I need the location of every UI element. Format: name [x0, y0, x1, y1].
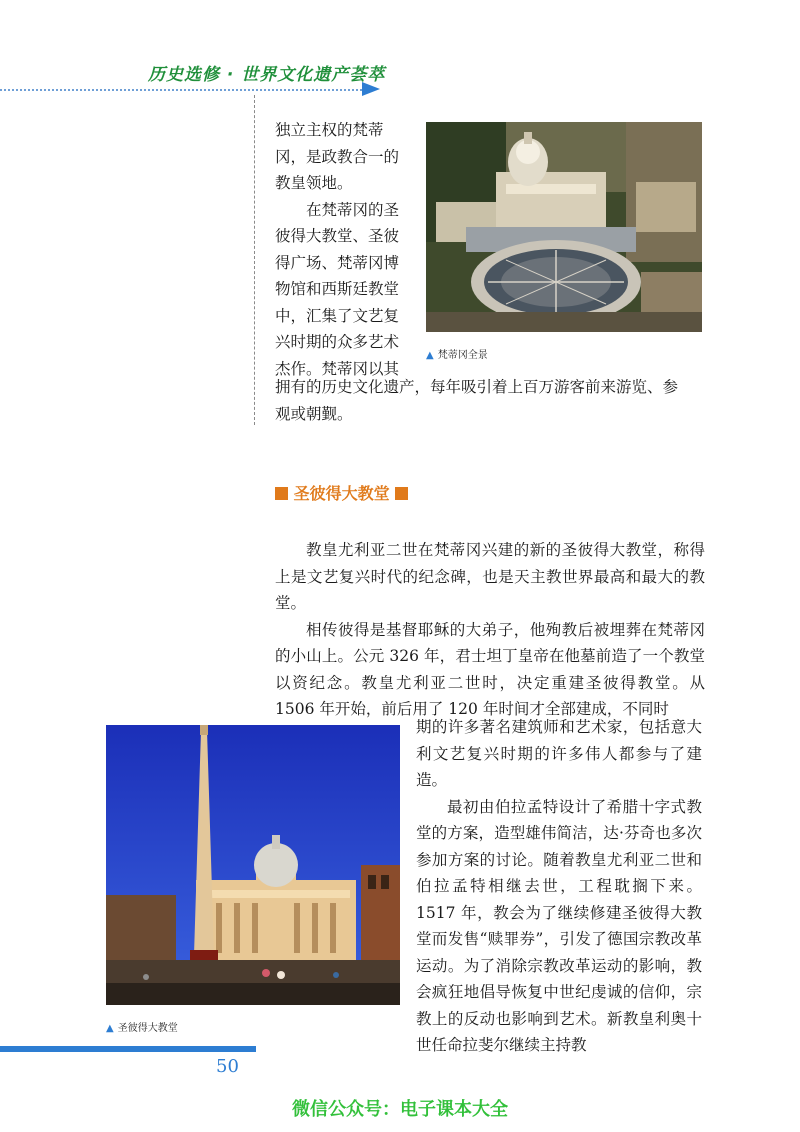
- basilica-illustration: [106, 725, 400, 1005]
- basilica-photo-caption: ▲ 圣彼得大教堂: [106, 1023, 178, 1034]
- intro-column: [275, 117, 410, 382]
- vatican-photo-caption: ▲ 梵蒂冈全景: [426, 350, 488, 361]
- heading-square-icon: [275, 487, 288, 500]
- section-heading: [275, 481, 408, 504]
- vatican-aerial-photo: [426, 122, 702, 332]
- intro-paragraph-2-continued: 拥有的历史文化遗产，每年吸引着上百万游客前来游览、参 观或朝觐。: [275, 378, 679, 423]
- caption-triangle-icon: ▲: [106, 1023, 114, 1034]
- page-number: 50: [216, 1056, 239, 1077]
- section-paragraph-3: 最初由伯拉孟特设计了希腊十字式教堂的方案，造型雄伟简洁，达·芬奇也多次参加方案的讨论。随着教皇尤利亚二世和伯拉孟特相继去世，工程耽搁下来。1517 年，教会为了继续修建圣彼得大教堂而发售“赎罪券”，引发了德国宗教改革运动。为了消除宗教改革运动的影响，教会疯狂地倡导恢复中世纪虔诚的信仰，宗教上的反动也影响到艺术。新教皇利奥十世任命拉斐尔继续主持教: [416, 797, 702, 1054]
- series-title: 历史选修 · 世界文化遗产荟萃: [148, 65, 386, 85]
- header-arrow-icon: [362, 82, 380, 96]
- section-narrow-column: [416, 714, 702, 1059]
- caption-triangle-icon: ▲: [426, 350, 434, 361]
- section-paragraph-1: 教皇尤利亚二世在梵蒂冈兴建的新的圣彼得大教堂，称得上是文艺复兴时代的纪念碑，也是天主教世界最高和最大的教堂。: [275, 541, 705, 612]
- margin-dashed-line: [254, 95, 255, 425]
- watermark-text: 微信公众号：电子课本大全: [292, 1099, 508, 1120]
- section-heading-text: 圣彼得大教堂: [293, 484, 390, 503]
- section-full-column: [275, 537, 705, 723]
- vatican-aerial-illustration: [426, 122, 702, 332]
- section-paragraph-2-continued: 期的许多著名建筑师和艺术家，包括意大利文艺复兴时期的许多伟人都参与了建造。: [416, 718, 702, 789]
- footer-blue-bar: [0, 1046, 256, 1052]
- section-paragraph-2: 相传彼得是基督耶稣的大弟子，他殉教后被埋葬在梵蒂冈的小山上。公元 326 年，君士坦丁皇帝在他墓前造了一个教堂以资纪念。教皇尤利亚二世时，决定重建圣彼得教堂。从 1506 年开始，前后用了 120 年时间才全部建成，不同时: [275, 620, 705, 718]
- heading-square-icon: [395, 487, 408, 500]
- basilica-photo: [106, 725, 400, 1005]
- intro-paragraph-2: 在梵蒂冈的圣 彼得大教堂、圣彼 得广场、梵蒂冈博 物馆和西斯廷教堂 中，汇集了文艺复 兴时期的众多艺术 杰作。梵蒂冈以其: [275, 200, 400, 378]
- header-dotted-rule: [0, 89, 370, 91]
- intro-paragraph-1: 独立主权的梵蒂 冈，是政教合一的 教皇领地。: [275, 121, 400, 192]
